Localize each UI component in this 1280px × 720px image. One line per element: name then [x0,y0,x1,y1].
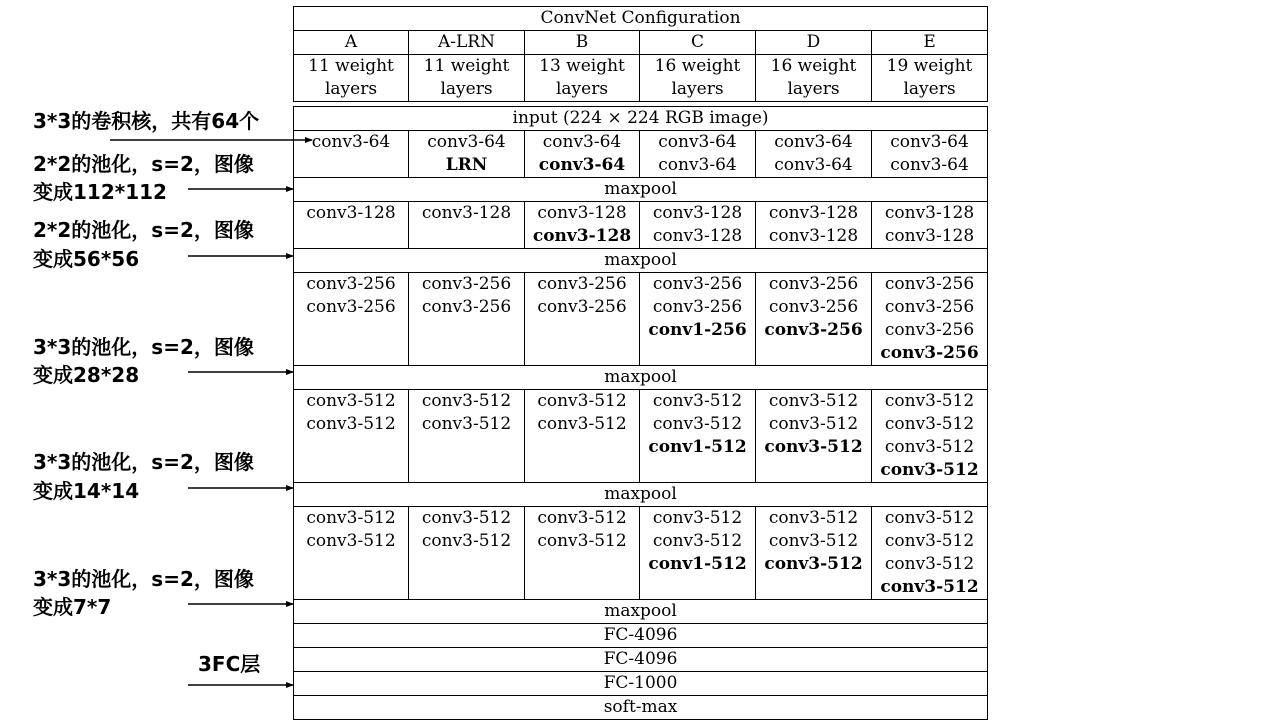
conv-cell [640,507,756,600]
column-depth [872,55,988,102]
layer-label: conv3-512 [537,414,627,434]
depth-line: 11 weight [423,56,510,76]
column-name: D [756,31,872,55]
layer-label: conv3-512 [306,391,396,411]
maxpool-cell: maxpool [294,600,988,624]
layer-label: conv3-128 [884,226,975,246]
conv-block-row [294,131,988,178]
conv-cell [872,273,988,366]
layer-label: conv3-512 [306,531,396,551]
column-name-row [294,31,988,55]
layer-label: conv3-256 [884,320,975,340]
table-title: ConvNet Configuration [294,7,988,31]
fc-cell: FC-4096 [294,624,988,648]
column-depth [294,55,409,102]
layer-label: conv3-512 [652,508,743,528]
conv-cell [409,507,525,600]
layer-label: conv3-64 [538,155,626,175]
layer-label: conv3-256 [306,297,396,317]
conv-cell [525,390,640,483]
annotation-fc-label: 3FC层 [198,652,261,676]
conv-block-row [294,507,988,600]
conv-cell [640,202,756,249]
layer-label: conv3-256 [421,274,512,294]
depth-line: layers [555,79,609,99]
layer-label: conv3-512 [537,391,627,411]
maxpool-cell-row [294,249,988,273]
annotation-pool2-line1: 2*2的池化，s=2，图像 [33,218,254,242]
conv-cell [756,202,872,249]
annotation-pool3-line2: 变成28*28 [33,363,140,387]
layer-label: conv3-64 [658,155,737,175]
conv-cell [756,507,872,600]
conv-cell [294,273,409,366]
layer-label: conv3-256 [652,297,743,317]
depth-line: layers [787,79,840,99]
annotation-pool4-line2: 变成14*14 [33,479,140,503]
depth-line: 19 weight [886,56,973,76]
depth-line: 11 weight [308,56,394,76]
depth-line: layers [903,79,956,99]
layer-label: LRN [445,155,488,175]
column-depth [409,55,525,102]
layer-label: conv3-512 [884,437,975,457]
maxpool-cell-row [294,366,988,390]
input-row-cell-row [294,107,988,131]
annotation-pool5-line2: 变成7*7 [33,595,112,619]
conv-block-row [294,273,988,366]
column-name: E [872,31,988,55]
conv-block-row [294,202,988,249]
conv-cell [409,131,525,178]
layer-label: conv3-512 [421,531,512,551]
layer-label: conv3-512 [537,508,627,528]
layer-label: conv3-64 [542,132,622,152]
conv-cell [756,390,872,483]
column-depth [640,55,756,102]
layer-label: conv3-256 [537,274,627,294]
layer-label: conv3-64 [427,132,506,152]
fc-cell-row [294,648,988,672]
layer-label: conv3-256 [421,297,512,317]
column-name: A [294,31,409,55]
layer-label: conv3-512 [884,554,975,574]
annotation-pool5-line1: 3*3的池化，s=2，图像 [33,567,254,591]
annotation-pool4-line1: 3*3的池化，s=2，图像 [33,450,254,474]
layer-label: conv3-64 [774,155,853,175]
layer-label: conv3-128 [537,203,627,223]
layer-label: conv1-256 [648,320,747,340]
layer-label: conv3-512 [537,531,627,551]
conv-cell [525,131,640,178]
layer-label: conv3-128 [884,203,975,223]
layer-label: conv3-512 [884,508,975,528]
conv-cell [409,273,525,366]
layer-label: conv3-512 [768,414,859,434]
conv-cell [756,273,872,366]
fc-cell: FC-4096 [294,648,988,672]
conv-cell [294,507,409,600]
layer-label: conv3-512 [652,531,743,551]
convnet-config-table-wrap [293,6,987,720]
layer-label: conv3-256 [880,343,979,363]
conv-cell [872,507,988,600]
layer-label: conv3-256 [652,274,743,294]
layer-label: conv3-512 [306,508,396,528]
layer-label: conv3-128 [652,203,743,223]
maxpool-cell-row [294,600,988,624]
layer-label: conv3-128 [652,226,743,246]
fc-cell-row [294,696,988,720]
depth-line: 13 weight [539,56,625,76]
conv-cell [409,202,525,249]
layer-label: conv3-256 [884,274,975,294]
depth-line: 16 weight [770,56,857,76]
layer-label: conv3-128 [306,203,396,223]
conv-cell [525,202,640,249]
convnet-config-table [293,6,988,720]
annotation-kernel: 3*3的卷积核，共有64个 [33,109,260,133]
annotation-pool2-line2: 变成56*56 [33,247,140,271]
conv-cell [756,131,872,178]
annotation-pool1-line1: 2*2的池化，s=2，图像 [33,152,254,176]
layer-label: conv3-512 [880,460,979,480]
layer-label: conv3-512 [884,531,975,551]
conv-block-row [294,390,988,483]
fc-cell-row [294,672,988,696]
layer-label: conv3-64 [311,132,391,152]
conv-cell [294,390,409,483]
conv-cell [525,507,640,600]
column-depth-row [294,55,988,102]
fc-cell-row [294,624,988,648]
conv-cell [872,390,988,483]
column-depth [756,55,872,102]
layer-label: conv3-256 [764,320,863,340]
layer-label: conv3-256 [884,297,975,317]
layer-label: conv1-512 [648,554,747,574]
maxpool-cell: maxpool [294,483,988,507]
column-name: A-LRN [409,31,525,55]
layer-label: conv3-64 [658,132,737,152]
layer-label: conv3-512 [652,414,743,434]
conv-cell [294,131,409,178]
depth-line: layers [671,79,724,99]
column-name: B [525,31,640,55]
conv-cell [872,131,988,178]
conv-cell [640,273,756,366]
layer-label: conv3-256 [537,297,627,317]
layer-label: conv3-256 [768,274,859,294]
table-title-row [294,7,988,31]
layer-label: conv3-512 [421,508,512,528]
conv-cell [294,202,409,249]
layer-label: conv3-512 [768,508,859,528]
layer-label: conv3-512 [764,437,863,457]
layer-label: conv3-64 [890,132,969,152]
conv-cell [640,390,756,483]
input-row-cell: input (224 × 224 RGB image) [294,107,988,131]
maxpool-cell-row [294,483,988,507]
fc-cell: soft-max [294,696,988,720]
layer-label: conv3-128 [421,203,512,223]
conv-cell [525,273,640,366]
layer-label: conv3-512 [880,577,979,597]
layer-label: conv3-512 [884,391,975,411]
column-depth [525,55,640,102]
maxpool-cell-row [294,178,988,202]
layer-label: conv3-64 [774,132,853,152]
column-name: C [640,31,756,55]
layer-label: conv3-256 [768,297,859,317]
conv-cell [409,390,525,483]
layer-label: conv3-512 [306,414,396,434]
maxpool-cell: maxpool [294,249,988,273]
layer-label: conv3-512 [768,391,859,411]
depth-line: layers [324,79,378,99]
layer-label: conv3-512 [421,414,512,434]
layer-label: conv3-512 [768,531,859,551]
conv-cell [872,202,988,249]
fc-cell: FC-1000 [294,672,988,696]
maxpool-cell: maxpool [294,366,988,390]
annotation-pool3-line1: 3*3的池化，s=2，图像 [33,335,254,359]
layer-label: conv1-512 [648,437,747,457]
layer-label: conv3-64 [890,155,969,175]
annotation-pool1-line2: 变成112*112 [33,180,167,204]
layer-label: conv3-128 [532,226,632,246]
maxpool-cell: maxpool [294,178,988,202]
layer-label: conv3-128 [768,226,859,246]
layer-label: conv3-128 [768,203,859,223]
depth-line: 16 weight [654,56,741,76]
depth-line: layers [440,79,493,99]
conv-cell [640,131,756,178]
layer-label: conv3-512 [421,391,512,411]
layer-label: conv3-512 [764,554,863,574]
layer-label: conv3-256 [306,274,396,294]
layer-label: conv3-512 [652,391,743,411]
layer-label: conv3-512 [884,414,975,434]
